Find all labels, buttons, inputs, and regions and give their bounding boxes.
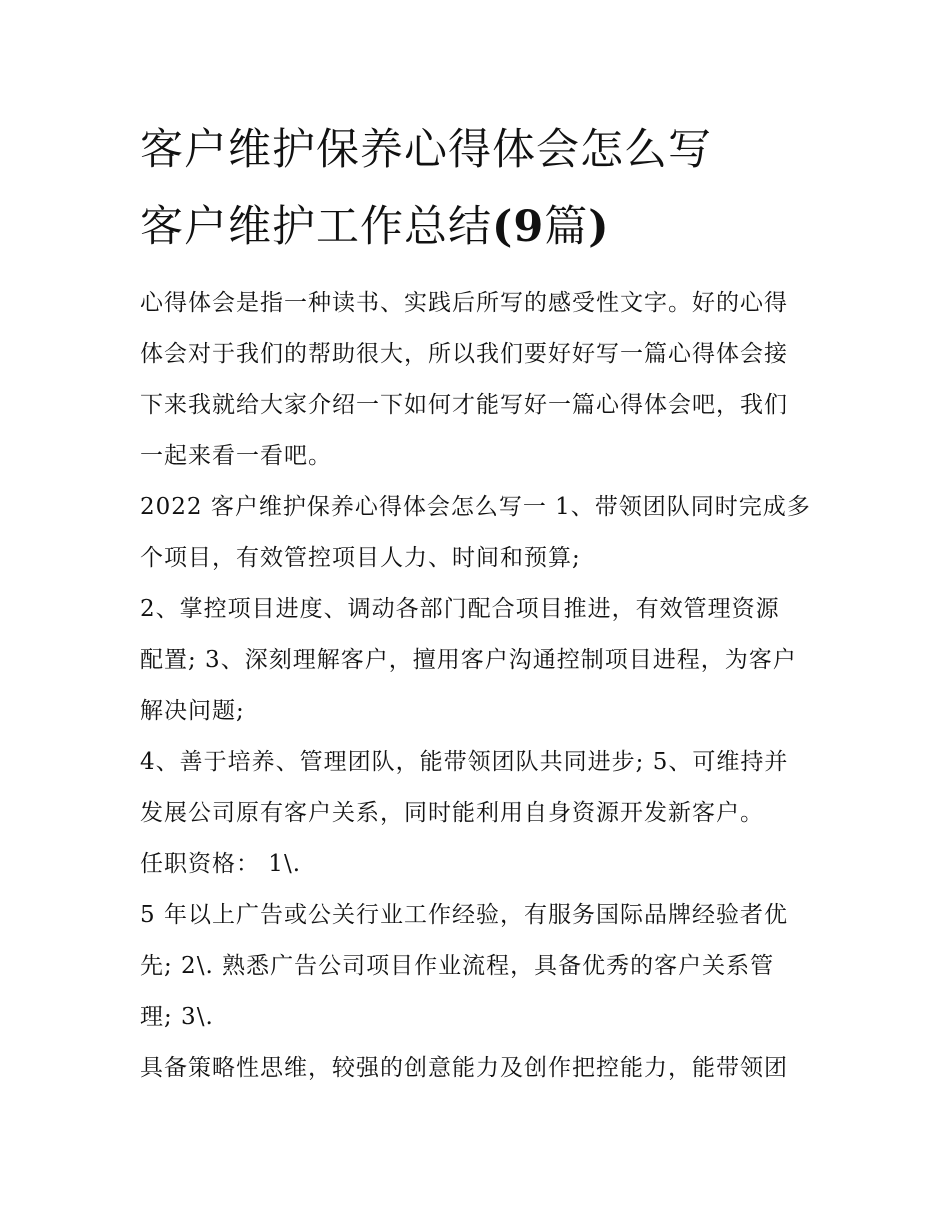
- text-line: 任职资格： 1\.: [140, 851, 302, 877]
- text-line: 先; 2\. 熟悉广告公司项目作业流程，具备优秀的客户关系管: [140, 953, 775, 979]
- paragraph-item-1: [140, 482, 830, 584]
- text-line: 配置; 3、深刻理解客户，擅用客户沟通控制项目进程，为客户: [140, 647, 797, 673]
- text-line: 具备策略性思维，较强的创意能力及创作把控能力，能带领团: [140, 1055, 788, 1081]
- text-line: 体会对于我们的帮助很大，所以我们要好好写一篇心得体会接: [140, 341, 788, 367]
- text-line: 5 年以上广告或公关行业工作经验，有服务国际品牌经验者优: [140, 902, 788, 928]
- title-line-1: 客户维护保养心得体会怎么写: [140, 125, 712, 175]
- paragraph-qualifications-heading: [140, 839, 830, 890]
- title-line-2: [140, 189, 840, 266]
- paragraph-intro: [140, 278, 830, 482]
- title-line-2-close: ): [588, 202, 610, 252]
- text-line: 心得体会是指一种读书、实践后所写的感受性文字。好的心得: [140, 290, 788, 316]
- paragraph-item-4-5: [140, 737, 830, 839]
- document-title: [140, 112, 840, 266]
- text-line: 一起来看一看吧。: [140, 443, 332, 469]
- paragraph-qualification-3: [140, 1043, 830, 1094]
- text-line: 2、掌控项目进度、调动各部门配合项目推进，有效管理资源: [140, 596, 780, 622]
- title-line-2-number: (9: [492, 202, 545, 252]
- text-line: 个项目，有效管控项目人力、时间和预算;: [140, 545, 581, 571]
- paragraph-qualification-1-2: [140, 890, 830, 1043]
- document-body: [140, 278, 830, 1094]
- text-line: 解决问题;: [140, 698, 245, 724]
- text-line: 下来我就给大家介绍一下如何才能写好一篇心得体会吧，我们: [140, 392, 788, 418]
- text-line: 4、善于培养、管理团队，能带领团队共同进步; 5、可维持并: [140, 749, 789, 775]
- paragraph-item-2-3: [140, 584, 830, 737]
- text-line: 发展公司原有客户关系，同时能利用自身资源开发新客户。: [140, 800, 764, 826]
- text-line: 2022 客户维护保养心得体会怎么写一 1、带领团队同时完成多: [140, 494, 811, 520]
- title-line-2-prefix: 客户维护工作总结: [140, 202, 492, 252]
- title-line-2-unit: 篇: [544, 202, 589, 252]
- text-line: 理; 3\.: [140, 1004, 214, 1030]
